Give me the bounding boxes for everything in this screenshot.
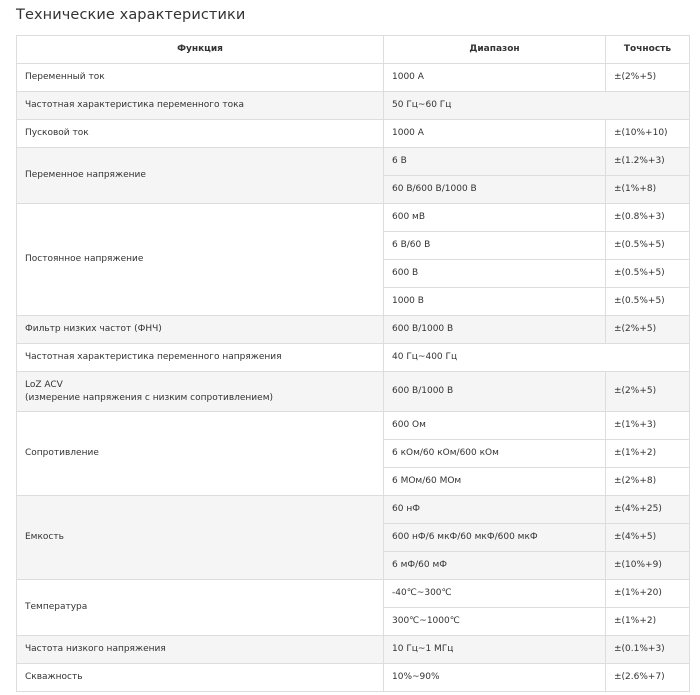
range-cell: 600 В — [384, 260, 606, 288]
range-cell: 1000 А — [384, 64, 606, 92]
accuracy-cell: ±(0.5%+5) — [606, 260, 690, 288]
table-row — [17, 316, 690, 344]
accuracy-cell: ±(0.5%+5) — [606, 232, 690, 260]
function-cell: Постоянное напряжение — [17, 204, 384, 316]
table-row — [17, 92, 690, 120]
table-row — [17, 204, 690, 232]
range-cell: 60 нФ — [384, 496, 606, 524]
accuracy-cell: ±(1%+3) — [606, 412, 690, 440]
accuracy-cell: ±(1%+2) — [606, 440, 690, 468]
table-row — [17, 664, 690, 692]
accuracy-cell: ±(0.5%+5) — [606, 288, 690, 316]
table-row — [17, 64, 690, 92]
range-cell: 50 Гц~60 Гц — [384, 92, 690, 120]
accuracy-cell: ±(2%+5) — [606, 372, 690, 412]
accuracy-cell: ±(0.1%+3) — [606, 636, 690, 664]
range-cell: 60 В/600 В/1000 В — [384, 176, 606, 204]
range-cell: 600 В/1000 В — [384, 316, 606, 344]
range-cell: 10%~90% — [384, 664, 606, 692]
function-cell: Частотная характеристика переменного напряжения — [17, 344, 384, 372]
header-accuracy: Точность — [606, 36, 690, 64]
function-cell: Переменное напряжение — [17, 148, 384, 204]
function-cell: Емкость — [17, 496, 384, 580]
range-cell: 6 мФ/60 мФ — [384, 552, 606, 580]
accuracy-cell: ±(2%+5) — [606, 316, 690, 344]
function-cell: Фильтр низких частот (ФНЧ) — [17, 316, 384, 344]
table-row — [17, 412, 690, 440]
table-row — [17, 372, 690, 412]
range-cell: 300℃~1000℃ — [384, 608, 606, 636]
range-cell: 600 Ом — [384, 412, 606, 440]
range-cell: -40℃~300℃ — [384, 580, 606, 608]
function-line: (измерение напряжения с низким сопротивлением) — [25, 392, 273, 403]
function-cell: Температура — [17, 580, 384, 636]
function-cell: Пусковой ток — [17, 120, 384, 148]
table-row — [17, 496, 690, 524]
accuracy-cell: ±(0.8%+3) — [606, 204, 690, 232]
accuracy-cell: ±(1%+20) — [606, 580, 690, 608]
table-header-row — [17, 36, 690, 64]
accuracy-cell: ±(10%+10) — [606, 120, 690, 148]
table-row — [17, 636, 690, 664]
accuracy-cell: ±(2%+8) — [606, 468, 690, 496]
table-row — [17, 580, 690, 608]
specs-table — [16, 35, 690, 692]
function-cell: Переменный ток — [17, 64, 384, 92]
range-cell: 10 Гц~1 МГц — [384, 636, 606, 664]
function-cell: Скважность — [17, 664, 384, 692]
range-cell: 600 нФ/6 мкФ/60 мкФ/600 мкФ — [384, 524, 606, 552]
function-cell: Сопротивление — [17, 412, 384, 496]
accuracy-cell: ±(1.2%+3) — [606, 148, 690, 176]
header-range: Диапазон — [384, 36, 606, 64]
range-cell: 6 МОм/60 МОм — [384, 468, 606, 496]
accuracy-cell: ±(1%+2) — [606, 608, 690, 636]
function-cell: Частота низкого напряжения — [17, 636, 384, 664]
table-row — [17, 148, 690, 176]
function-cell: Частотная характеристика переменного тока — [17, 92, 384, 120]
header-function: Функция — [17, 36, 384, 64]
table-row — [17, 344, 690, 372]
accuracy-cell: ±(4%+25) — [606, 496, 690, 524]
page-title: Технические характеристики — [16, 7, 246, 23]
range-cell: 1000 В — [384, 288, 606, 316]
range-cell: 6 В — [384, 148, 606, 176]
accuracy-cell: ±(2%+5) — [606, 64, 690, 92]
function-line: LoZ ACV — [25, 379, 63, 390]
range-cell: 6 В/60 В — [384, 232, 606, 260]
range-cell: 1000 А — [384, 120, 606, 148]
range-cell: 6 кОм/60 кОм/600 кОм — [384, 440, 606, 468]
function-cell — [17, 372, 384, 412]
accuracy-cell: ±(1%+8) — [606, 176, 690, 204]
range-cell: 40 Гц~400 Гц — [384, 344, 690, 372]
accuracy-cell: ±(10%+9) — [606, 552, 690, 580]
range-cell: 600 В/1000 В — [384, 372, 606, 412]
accuracy-cell: ±(4%+5) — [606, 524, 690, 552]
range-cell: 600 мВ — [384, 204, 606, 232]
accuracy-cell: ±(2.6%+7) — [606, 664, 690, 692]
table-row — [17, 120, 690, 148]
